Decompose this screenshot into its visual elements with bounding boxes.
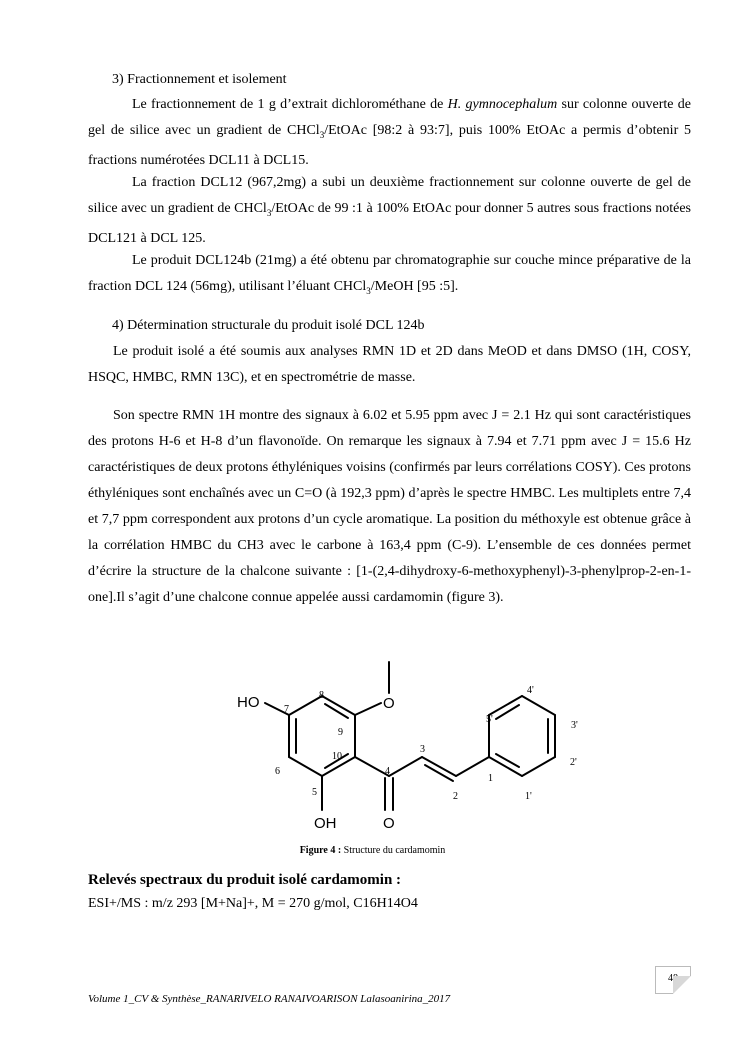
page-curl-decoration bbox=[673, 976, 691, 994]
hydroxyl-label-ho: HO bbox=[237, 694, 260, 711]
position-9: 9 bbox=[338, 727, 343, 738]
figure-caption-text: Structure du cardamomin bbox=[341, 845, 446, 856]
figure-caption-label: Figure 4 : bbox=[299, 845, 342, 856]
page-number-box bbox=[655, 966, 691, 994]
position-6: 6 bbox=[275, 766, 280, 777]
page-number: 48 bbox=[668, 973, 678, 984]
methoxy-oxygen-label: O bbox=[383, 695, 395, 712]
molecule-atom-labels bbox=[237, 694, 395, 832]
carbonyl-oxygen-label: O bbox=[383, 815, 395, 832]
position-8: 8 bbox=[319, 690, 324, 701]
position-3: 3 bbox=[420, 744, 425, 755]
position-3-prime: 3' bbox=[571, 720, 578, 731]
position-1: 1 bbox=[488, 773, 493, 784]
molecule-bonds bbox=[265, 662, 555, 810]
species-name: H. gymnocephalum bbox=[447, 97, 558, 112]
position-2: 2 bbox=[453, 791, 458, 802]
page-footer: Volume 1_CV & Synthèse_RANARIVELO RANAIVOARISON Lalasoanirina_2017 bbox=[88, 993, 451, 1005]
position-4: 4 bbox=[385, 766, 390, 777]
position-7: 7 bbox=[284, 704, 289, 715]
section-3-paragraph-3: Le produit DCL124b (21mg) a été obtenu par chromatographie sur couche mince préparative de la fraction DCL 124 (56mg), utilisant l’éluant CHCl$_3$/MeOH [95 :5]. bbox=[88, 253, 691, 296]
section-4-heading: 4) Détermination structurale du produit isolé DCL 124b bbox=[112, 318, 425, 333]
position-10: 10 bbox=[332, 751, 342, 762]
section-4-paragraph-1: Le produit isolé a été soumis aux analyses RMN 1D et 2D dans MeOD et dans DMSO (1H, COSY, HSQC, HMBC, RMN 13C), et en spectrométrie de masse. bbox=[88, 344, 691, 385]
section-3-paragraph-2: La fraction DCL12 (967,2mg) a subi un deuxième fractionnement sur colonne ouverte de gel de silice avec un gradient de CHCl$_3$/EtOAc de 99 :1 à 100% EtOAc pour donner 5 autres sous fractions notées DCL121 à DCL 125. bbox=[88, 175, 691, 246]
figure-caption bbox=[0, 845, 745, 856]
position-5-prime: 5' bbox=[486, 714, 493, 725]
section-4-paragraph-2: Son spectre RMN 1H montre des signaux à 6.02 et 5.95 ppm avec J = 2.1 Hz qui sont caractéristiques des protons H-6 et H-8 d’un flavonoïde. On remarque les signaux à 7.94 et 7.71 ppm avec J = 15.6 Hz caractéristiques de deux protons éthyléniques voisins (confirmés par leurs corrélations COSY). Ces protons éthyléniques sont enchaînés avec un C=O (à 192,3 ppm) d’après le spectre HMBC. Les multiplets entre 7,4 et 7,7 ppm correspondent aux protons d’un cycle aromatique. La position du méthoxyle est obtenue grâce à la corrélation HMBC du CH3 avec le carbone à 163,4 ppm (C-9). L’ensemble de ces données permet d’écrire la structure de la chalcone suivante : [1-(2,4-dihydroxy-6-methoxyphenyl)-3-phenylprop-2-en-1-one].Il s’agit d’une chalcone connue appelée aussi cardamomin (figure 3). bbox=[88, 408, 691, 605]
spectral-data-line: ESI+/MS : m/z 293 [M+Na]+, M = 270 g/mol, C16H14O4 bbox=[88, 896, 418, 911]
position-2-prime: 2' bbox=[570, 757, 577, 768]
position-4-prime: 4' bbox=[527, 685, 534, 696]
position-5: 5 bbox=[312, 787, 317, 798]
section-3-paragraph-1: Le fractionnement de 1 g d’extrait dichlorométhane de H. gymnocephalum sur colonne ouverte de gel de silice avec un gradient de CHCl$_3$/EtOAc [98:2 à 93:7], puis 100% EtOAc a permis d’obtenir 5 fractions numérotées DCL11 à DCL15. bbox=[88, 97, 692, 168]
section-3-heading: 3) Fractionnement et isolement bbox=[112, 72, 287, 87]
hydroxyl-label-oh: OH bbox=[314, 815, 337, 832]
position-1-prime: 1' bbox=[525, 791, 532, 802]
spectral-data-heading: Relevés spectraux du produit isolé cardamomin : bbox=[88, 872, 402, 888]
